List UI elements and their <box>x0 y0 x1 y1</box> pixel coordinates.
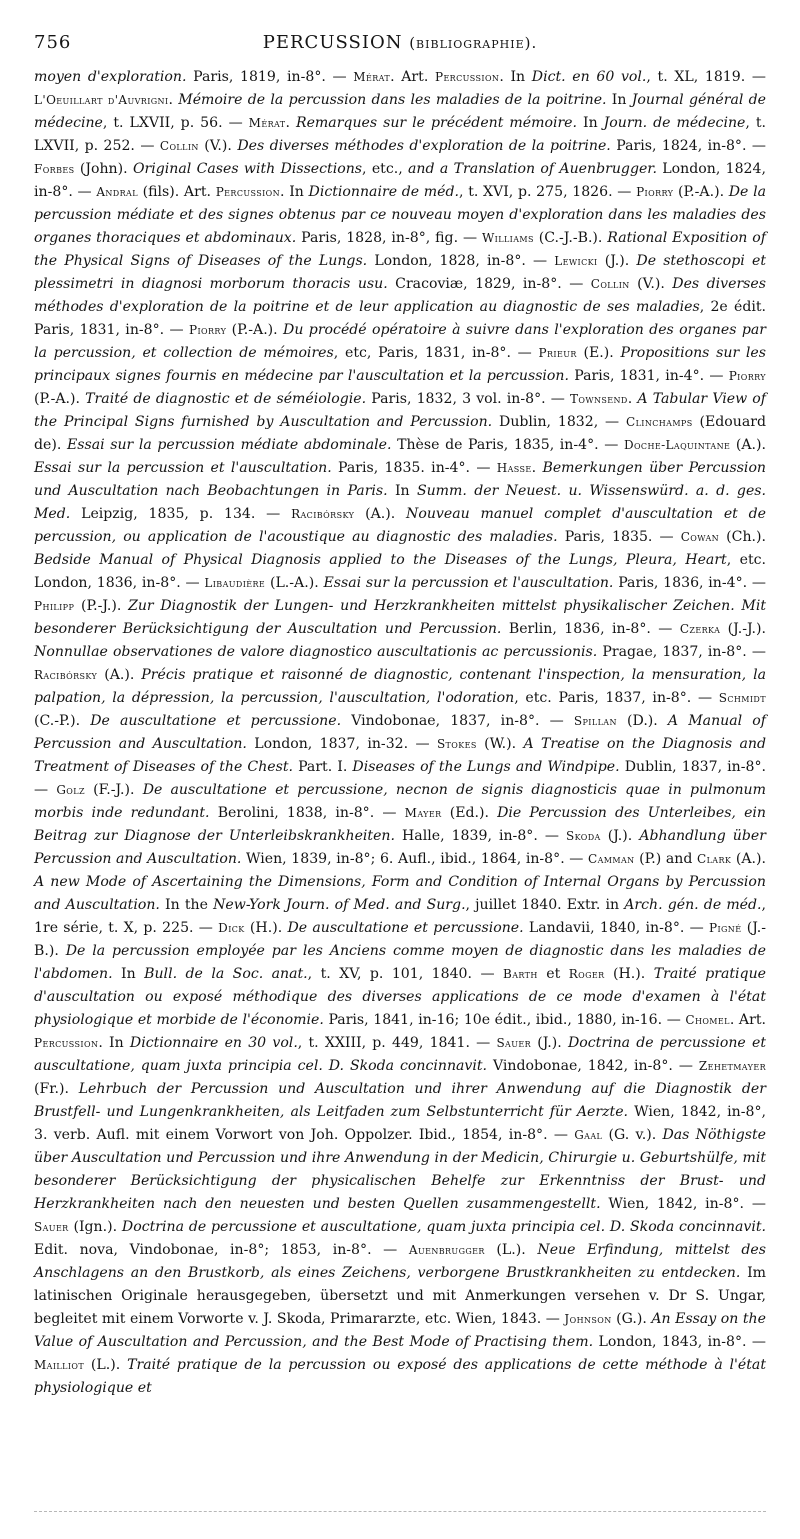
author-name: Sauer <box>496 1036 532 1050</box>
citation-text: , t. XL, 1819. — <box>646 69 766 85</box>
citation-text: Paris, 1835. in-4°. — <box>331 460 497 476</box>
work-title: and a Translation of Auenbrugger. <box>408 161 657 177</box>
author-name: Percussion <box>434 70 500 84</box>
citation-text: In the <box>159 897 214 913</box>
work-title: Précis pratique et raisonné de diagnostic, contenant l'inspection, la mensuration, la palpation, la dépression, la percussion, l'auscultation, l'odoration <box>34 667 766 706</box>
citation-text: (G. v.). <box>602 1127 663 1143</box>
work-title: Traité pratique d'auscultation ou exposé méthodique des diverses applications de ce mode d'examen à l'état physiologique et morbide de l'économie. <box>34 966 766 1028</box>
author-name: Hasse <box>496 461 532 475</box>
citation-text: (D.). <box>616 713 668 729</box>
citation-text: , t. XXIII, p. 449, 1841. — <box>297 1035 497 1051</box>
page-header <box>34 32 766 58</box>
work-title: Neue Erfindung, mittelst des Anschlagens an den Brustkorb, als eines Zeichens, verborgene Brustkrankheiten zu entdecken. <box>34 1242 767 1281</box>
citation-text: (P.-A.). <box>34 391 86 407</box>
author-name: Roger <box>568 967 605 981</box>
author-name: Mayer <box>404 806 442 820</box>
bibliography-paragraph <box>34 66 766 1400</box>
author-name: Golz <box>56 783 85 797</box>
author-name: Stokes <box>436 737 477 751</box>
citation-text: (P.-J.). <box>74 598 129 614</box>
work-title: Zur Diagnostik der Lungen- und Herzkrankheiten mittelst physikalischer Zeichen. Mit besonderer Berücksichtigung der Auscultation und Percussion. <box>34 598 766 637</box>
work-title: Journ. de médecine <box>603 115 746 131</box>
citation-text: . <box>627 391 638 407</box>
citation-text: Dublin, 1832, — <box>492 414 627 430</box>
citation-text: , etc, Paris, 1831, in-8°. — <box>333 345 539 361</box>
citation-text: , 1re série, t. X, p. 225. — <box>34 897 767 936</box>
author-name: Andral <box>96 185 138 199</box>
citation-text: (L.-A.). <box>265 575 324 591</box>
work-title: A Tabular View of the Principal Signs furnished by Auscultation and Percussion. <box>34 391 767 430</box>
work-title: Du procédé opératoire à suivre dans l'exploration des organes par la percussion, et collection de mémoires <box>34 322 766 361</box>
citation-text: , t. XV, p. 101, 1840. — <box>307 966 503 982</box>
work-title: Dict. en 60 vol. <box>531 69 647 85</box>
citation-text: London, 1824, in-8°. — <box>34 161 766 200</box>
citation-text: Wien, 1842, in-8°. — <box>600 1196 766 1212</box>
work-title: Doctrina de percussione et auscultatione, quam juxta principia cel. D. Skoda concinnavit. <box>121 1219 766 1235</box>
citation-text: Part. I. <box>293 759 353 775</box>
citation-text: Vindobonae, 1842, in-8°. — <box>487 1058 699 1074</box>
citation-text: (J.). <box>531 1035 568 1051</box>
citation-text: Paris, 1841, in-16; 10e édit., ibid., 1880, in-16. — <box>323 1012 686 1028</box>
author-name: Chomel <box>685 1013 730 1027</box>
citation-text: Leipzig, 1835, p. 134. — <box>70 506 292 522</box>
work-title: A new Mode of Ascertaining the Dimensions, Form and Condition of Internal Organs by Percussion and Auscultation. <box>34 874 766 913</box>
citation-text: London, 1828, in-8°. — <box>367 253 555 269</box>
author-name: Clark <box>696 852 732 866</box>
work-title: Essai sur la percussion et l'auscultation. <box>34 460 332 476</box>
running-subtitle: (bibliographie). <box>409 34 538 52</box>
citation-text: Thèse de Paris, 1835, in-4°. — <box>391 437 624 453</box>
author-name: Mérat <box>353 70 391 84</box>
author-name: Percussion <box>34 1036 99 1050</box>
work-title: moyen d'exploration. <box>34 69 187 85</box>
citation-text: (P.-A.). <box>226 322 284 338</box>
author-name: L'Oeuillart d'Auvrigni <box>34 93 169 107</box>
work-title: Traité pratique de la percussion ou exposé des applications de cette méthode à l'état physiologique et <box>34 1357 767 1396</box>
citation-text: (J.-J.). <box>720 621 766 637</box>
citation-text: . Art. <box>729 1012 766 1028</box>
citation-text: . <box>285 115 296 131</box>
author-name: Camman <box>588 852 635 866</box>
work-title: Dictionnaire en 30 vol. <box>129 1035 298 1051</box>
citation-text: Dublin, 1837, in-8°. — <box>34 759 766 798</box>
work-title: Das Nöthigste über Auscultation und Percussion und ihre Anwendung in der Medicin, Chirurgie u. Geburtshülfe, mit besonderer Berücksichtigung der physicalischen Behelfe zur Erkenntniss der Brust- und Herzkrankheiten nach den neuesten und besten Quellen zusammengestellt. <box>34 1127 766 1212</box>
work-title: An Essay on the Value of Auscultation and Percussion, and the Best Mode of Practising them. <box>34 1311 766 1350</box>
author-name: Racibórsky <box>34 668 98 682</box>
citation-text: , 2e édit. Paris, 1831, in-8°. — <box>34 299 766 338</box>
citation-text: Paris, 1824, in-8°. — <box>610 138 766 154</box>
author-name: Libaudière <box>204 576 266 590</box>
author-name: Pigné <box>708 921 742 935</box>
citation-text: (L.). <box>84 1357 128 1373</box>
citation-text: London, 1843, in-8°. — <box>593 1334 766 1350</box>
citation-text: (J.). <box>597 253 637 269</box>
citation-text: (fils). Art. <box>137 184 216 200</box>
citation-text: Berolini, 1838, in-8°. — <box>209 805 405 821</box>
author-name: Spillan <box>573 714 617 728</box>
citation-text: (J.). <box>600 828 640 844</box>
author-name: Williams <box>481 231 534 245</box>
author-name: Dick <box>218 921 245 935</box>
author-name: Piorry <box>636 185 674 199</box>
work-title: New-York Journ. of Med. and Surg. <box>213 897 466 913</box>
author-name: Racibórsky <box>291 507 355 521</box>
work-title: Lehrbuch der Percussion und Auscultation und ihrer Anwendung auf die Diagnostik der Brustfell- und Lungenkrankheiten, als Leitfaden zum Selbstunterricht für Aerzte. <box>34 1081 767 1120</box>
work-title: De auscultatione et percussione. <box>287 920 524 936</box>
author-name: Sauer <box>34 1220 69 1234</box>
author-name: Cowan <box>680 530 720 544</box>
citation-text: Cracoviæ, 1829, in-8°. — <box>387 276 591 292</box>
citation-text: (Ign.). <box>68 1219 122 1235</box>
citation-text: (A.). <box>97 667 142 683</box>
author-name: Skoda <box>565 829 601 843</box>
citation-text: Paris, 1831, in-4°. — <box>568 368 729 384</box>
work-title: Doctrina de percussione et auscultatione, quam juxta principia cel. D. Skoda concinnavit. <box>34 1035 766 1074</box>
citation-text: . <box>168 92 179 108</box>
citation-text: In <box>606 92 632 108</box>
page-footer <box>34 1511 766 1523</box>
citation-text: In <box>577 115 604 131</box>
footer-rule <box>34 1511 766 1512</box>
work-title: Propositions sur les principaux signes fournis en médecine par l'auscultation et la percussion. <box>34 345 767 384</box>
citation-text: In <box>387 483 417 499</box>
citation-text: (J.-B.). <box>34 920 766 959</box>
work-title: De la percussion médiate et des signes obtenus par ce nouveau moyen d'exploration dans les maladies des organes thoraciques et abdominaux. <box>34 184 766 246</box>
citation-text: (H.). <box>244 920 288 936</box>
author-name: Collin <box>590 277 630 291</box>
page-number: 756 <box>34 32 72 53</box>
citation-text: (P.) and <box>634 851 697 867</box>
work-title: Essai sur la percussion et l'auscultation. <box>323 575 614 591</box>
citation-text: Paris, 1832, 3 vol. in-8°. — <box>366 391 571 407</box>
author-name: Philipp <box>34 599 75 613</box>
citation-text: Berlin, 1836, in-8°. — <box>501 621 680 637</box>
citation-text: (A.). <box>730 437 766 453</box>
author-name: Percussion <box>215 185 281 199</box>
work-title: Rational Exposition of the Physical Signs of Diseases of the Lungs. <box>34 230 766 269</box>
work-title: De auscultatione et percussione. <box>90 713 342 729</box>
author-name: Czerka <box>679 622 721 636</box>
running-title: PERCUSSION <box>262 32 403 53</box>
citation-text: . <box>531 460 543 476</box>
citation-text: (H.). <box>604 966 654 982</box>
citation-text: Wien, 1842, in-8°, 3. verb. Aufl. mit einem Vorwort von Joh. Oppolzer. Ibid., 1854, in-8°. — <box>34 1104 767 1143</box>
citation-text: Paris, 1828, in-8°, fig. — <box>296 230 482 246</box>
author-name: Clinchamps <box>626 415 693 429</box>
citation-text: et <box>537 966 569 982</box>
citation-text: , t. LXVII, p. 252. — <box>34 115 766 154</box>
work-title: Bemerkungen über Percussion und Auscultation nach Beobachtungen in Paris. <box>34 460 767 499</box>
citation-text: , etc. London, 1836, in-8°. — <box>34 552 766 591</box>
work-title: Original Cases with Dissections <box>132 161 363 177</box>
citation-text: (L.). <box>484 1242 538 1258</box>
citation-text: (C.-J.-B.). <box>533 230 608 246</box>
citation-text: (A.). <box>354 506 407 522</box>
work-title: Remarques sur le précédent mémoire. <box>295 115 578 131</box>
citation-text: , etc., <box>362 161 409 177</box>
citation-text: . In <box>280 184 309 200</box>
work-title: Des diverses méthodes d'exploration de la poitrine. <box>237 138 611 154</box>
work-title: Abhandlung über Percussion and Auscultation. <box>34 828 766 867</box>
citation-text: (Fr.). <box>34 1081 79 1097</box>
citation-text: , t. XVI, p. 275, 1826. — <box>459 184 637 200</box>
citation-text: Edit. nova, Vindobonae, in-8°; 1853, in-8°. — <box>34 1242 409 1258</box>
citation-text: Landavii, 1840, in-8°. — <box>523 920 709 936</box>
citation-text: (W.). <box>476 736 524 752</box>
citation-text: Paris, 1836, in-4°. — <box>613 575 767 591</box>
work-title: Nonnullae observationes de valore diagnostico auscultationis ac percussionis. <box>34 644 598 660</box>
citation-text: (C.-P.). <box>34 713 91 729</box>
citation-text: (E.). <box>576 345 621 361</box>
work-title: Die Percussion des Unterleibes, ein Beitrag zur Diagnose der Unterleibskrankheiten. <box>34 805 767 844</box>
author-name: Schmidt <box>718 691 766 705</box>
citation-text: , t. LXVII, p. 56. — <box>102 115 249 131</box>
author-name: Doche-Laquintane <box>623 438 731 452</box>
citation-text: (P.-A.). <box>673 184 729 200</box>
citation-text: (G.). <box>611 1311 652 1327</box>
work-title: De stethoscopi et plessimetri in diagnosi morborum thoracis usu. <box>34 253 766 292</box>
work-title: Nouveau manuel complet d'auscultation et de percussion, ou application de l'acoustique au diagnostic des maladies. <box>34 506 766 545</box>
citation-text: Pragae, 1837, in-8°. — <box>597 644 766 660</box>
citation-text: Wien, 1839, in-8°; 6. Aufl., ibid., 1864, in-8°. — <box>241 851 588 867</box>
author-name: Mailliot <box>34 1358 85 1372</box>
author-name: Auenbrugger <box>408 1243 485 1257</box>
citation-text: . Art. <box>390 69 435 85</box>
author-name: Piorry <box>728 369 766 383</box>
citation-text: Paris, 1835. — <box>557 529 681 545</box>
work-title: A Treatise on the Diagnosis and Treatment of Diseases of the Chest. <box>34 736 767 775</box>
work-title: Bedside Manual of Physical Diagnosis applied to the Diseases of the Lungs, Pleura, Heart <box>34 552 727 568</box>
author-name: Zehetmayer <box>698 1059 766 1073</box>
citation-text: (V.). <box>629 276 673 292</box>
citation-text: . In <box>499 69 532 85</box>
author-name: Barth <box>503 967 538 981</box>
author-name: Lewicki <box>554 254 598 268</box>
citation-text: , juillet 1840. Extr. in <box>465 897 625 913</box>
citation-text: London, 1837, in-32. — <box>246 736 437 752</box>
citation-text: (Ed.). <box>441 805 498 821</box>
work-title: Traité de diagnostic et de séméiologie. <box>85 391 367 407</box>
citation-text: (F.-J.). <box>84 782 143 798</box>
citation-text: Paris, 1819, in-8°. — <box>186 69 354 85</box>
work-title: De auscultatione et percussione, necnon de signis diagnosticis quae in pulmonum morbis inde redundant. <box>34 782 766 821</box>
author-name: Collin <box>159 139 199 153</box>
citation-text: Im latinischen Originale herausgegeben, übersetzt und mit Anmerkungen versehen v. Dr S. Ungar, begleitet mit einem Vorworte v. J. Skoda, Primararzte, etc. Wien, 1843. — <box>34 1265 767 1327</box>
citation-text: (V.). <box>198 138 238 154</box>
citation-text: (John). <box>74 161 133 177</box>
work-title: Bull. de la Soc. anat. <box>144 966 308 982</box>
work-title: Mémoire de la percussion dans les maladies de la poitrine. <box>178 92 607 108</box>
citation-text: (Ch.). <box>719 529 766 545</box>
author-name: Forbes <box>34 162 75 176</box>
bibliography-text <box>34 66 766 1400</box>
work-title: Essai sur la percussion médiate abdominale. <box>66 437 392 453</box>
author-name: Johnson <box>564 1312 612 1326</box>
citation-text: Halle, 1839, in-8°. — <box>394 828 566 844</box>
citation-text: (A.). <box>731 851 767 867</box>
work-title: Arch. gén. de méd. <box>624 897 762 913</box>
work-title: Des diverses méthodes d'exploration de la poitrine et de leur application au diagnostic de ses maladies <box>34 276 766 315</box>
work-title: Dictionnaire de méd. <box>308 184 460 200</box>
author-name: Piorry <box>189 323 227 337</box>
work-title: A Manual of Percussion and Auscultation. <box>34 713 766 752</box>
work-title: Journal général de médecine <box>34 92 767 131</box>
author-name: Townsend <box>570 392 628 406</box>
work-title: Summ. der Neuest. u. Wissenswürd. a. d. ges. Med. <box>34 483 766 522</box>
work-title: Diseases of the Lungs and Windpipe. <box>352 759 620 775</box>
author-name: Prieur <box>538 346 577 360</box>
author-name: Gaal <box>574 1128 603 1142</box>
author-name: Mérat <box>248 116 286 130</box>
citation-text: . In <box>98 1035 130 1051</box>
work-title: De la percussion employée par les Anciens comme moyen de diagnostic dans les maladies de l'abdomen. <box>34 943 766 982</box>
citation-text: , etc. Paris, 1837, in-8°. — <box>514 690 719 706</box>
citation-text: In <box>112 966 145 982</box>
citation-text: (Edouard de). <box>34 414 766 453</box>
citation-text: Vindobonae, 1837, in-8°. — <box>341 713 574 729</box>
running-head <box>34 32 766 53</box>
